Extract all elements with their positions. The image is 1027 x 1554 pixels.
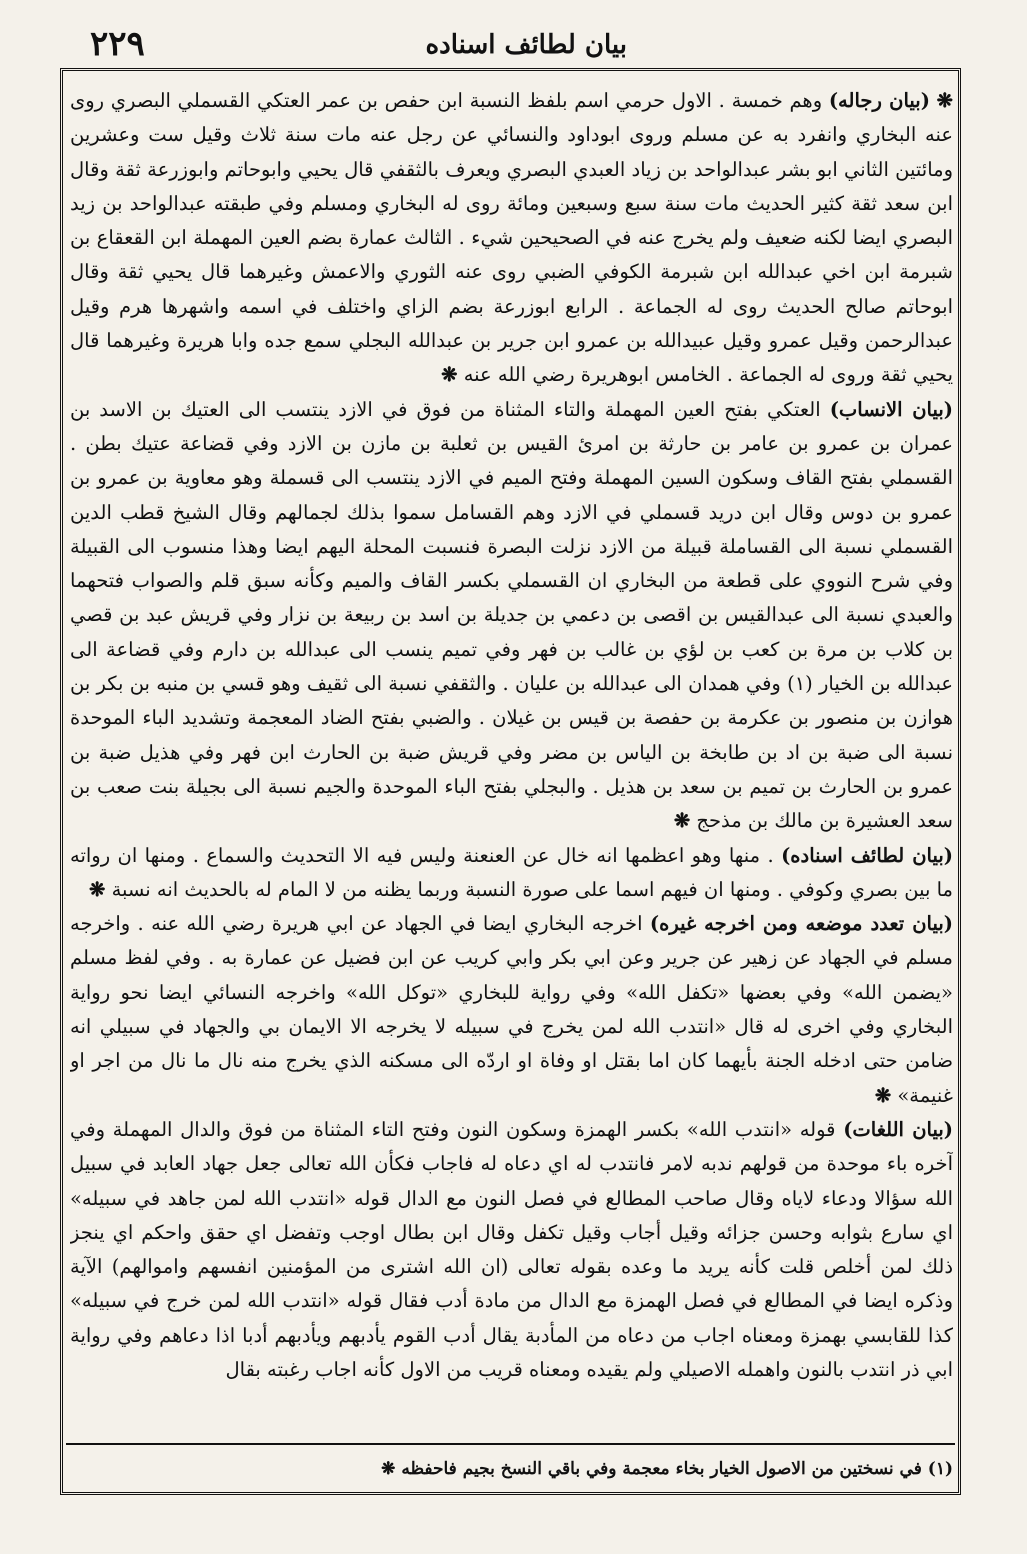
page-header: [60, 24, 967, 72]
paragraph-chain-subtleties: [70, 839, 953, 908]
footnote: [70, 1452, 953, 1488]
main-text: [70, 84, 953, 1439]
paragraph-text: . منها وهو اعظمها انه خال عن العنعنة وليس فيه الا التحديث والسماع . ومنها ان رواته ما بين بصري وكوفي . ومنها ان فيهم اسما على صورة النسبة وربما يظنه من لا المام له بالحديث انه نسبة: [70, 843, 953, 901]
footnote-text: (١) في نسختين من الاصول الخيار بخاء معجمة وفي باقي النسخ بجيم فاحفظه: [401, 1459, 953, 1479]
paragraph-text: اخرجه البخاري ايضا في الجهاد عن ابي هريرة رضي الله عنه . واخرجه مسلم في الجهاد عن زهير عن جرير وعن ابي بكر وابي كريب عن ابن فضيل عن عمارة به . وفي لفظ مسلم «يضمن الله» وفي بعضها «تكفل الله» وفي رواية للبخاري «توكل الله» واخرجه النسائي ايضا نحو رواية البخاري وفي اخرى له قال «انتدب الله لمن يخرج في سبيله لا يخرجه الا الايمان بي والجهاد في سبيلي انه ضامن حتى ادخله الجنة بأيهما كان اما بقتل او وفاة او اردّه الى مسكنه الذي يخرج منه نال ما نال من اجر او غنيمة»: [70, 912, 953, 1107]
running-title: بيان لطائف اسناده: [425, 30, 627, 60]
footnote-divider: [66, 1443, 955, 1445]
end-mark-icon: ❋: [874, 1083, 892, 1107]
paragraph-sources: [70, 907, 953, 1113]
end-mark-icon: ❋: [441, 363, 458, 387]
section-heading: (بيان الانساب): [829, 397, 953, 421]
section-heading: (بيان رجاله): [828, 89, 930, 112]
paragraph-language: [70, 1113, 953, 1387]
paragraph-text: قوله «انتدب الله» بكسر الهمزة وسكون النون وفتح التاء المثناة من فوق والدال المهملة وفي آخره باء موحدة من قولهم ندبه لامر فانتدب له اي دعاه له فاجاب فكأن الله تعالى جعل جهاد العابد في سبيل الله سؤالا ودعاء لاياه وقال صاحب المطالع في فصل النون مع الدال قوله «انتدب الله لمن جاهد في سبيله» اي سارع بثوابه وحسن جزائه وقيل أجاب وقيل تكفل وقال ابن بطال اوجب وتفضل اي حقق واحكم اي ينجز ذلك لمن أخلص قلت كأنه يريد ما وعده بقوله تعالى (ان الله اشترى من المؤمنين انفسهم واموالهم) الآية وذكره ايضا في المطالع في فصل الهمزة مع الدال من مادة أدب فقال قوله «انتدب الله لمن خرج في سبيله» كذا للقابسي بهمزة ومعناه اجاب من دعاه من المأدبة يقال أدب القوم يأدبهم ويأدبهم أدبا اذا دعاهم وفي رواية ابي ذر انتدب بالنون واهمله الاصيلي ولم يقيده ومعناه قريب من الاول كأنه اجاب رغبته بقال: [70, 1117, 953, 1381]
end-mark-icon: ❋: [381, 1459, 396, 1479]
section-heading: (بيان لطائف اسناده): [781, 843, 953, 867]
paragraph-lineages: [70, 393, 953, 839]
paragraph-text: العتكي بفتح العين المهملة والتاء المثناة من فوق في الازد ينتسب الى العتيك بن الاسد بن عمران بن عمرو بن عامر بن حارثة بن امرئ القيس بن ثعلبة بن مازن بن الازد وفي قضاعة عتيك بطن . القسملي بفتح القاف وسكون السين المهملة وفتح الميم في الازد ينتسب الى قسملة وهو معاوية بن عمرو بن عمرو بن دوس وقال ابن دريد قسملي في الازد وهم القسامل سموا بذلك لجمالهم وقال الشيخ قطب الدين القسملي نسبة الى القساملة قبيلة من الازد نزلت البصرة فنسبت المحلة اليهم ايضا وهذا منسوب الى القبيلة وفي شرح النووي على قطعة من البخاري ان القسملي بكسر القاف والميم وكأنه سبق قلم والصواب فتحهما والعبدي نسبة الى عبدالقيس بن اقصى بن دعمي بن جديلة بن اسد بن ربيعة بن نزار وفي قريش عبد بن قصي بن كلاب بن مرة بن كعب بن لؤي بن غالب بن فهر وفي تميم ينسب الى عبدالله بن دارم وفي قضاعة الى عبدالله بن الخيار (١) وفي همدان الى عبدالله بن عليان . والثقفي نسبة الى ثقيف وهو قسي بن منبه بن بكر بن هوازن بن منصور بن عكرمة بن حفصة بن قيس بن غيلان . والضبي بفتح الضاد المعجمة وتشديد الباء الموحدة نسبة الى ضبة بن اد بن طابخة بن الياس بن مضر وفي قريش ضبة بن الحارث ابن فهر وفي هذيل ضبة بن عمرو بن الحارث بن تميم بن سعد بن هذيل . والبجلي بفتح الباء الموحدة والجيم نسبة الى بجيلة بنت صعب بن سعد العشيرة بن مالك بن مذحج: [70, 397, 953, 833]
page-number: ٢٢٩: [90, 24, 145, 64]
star-ornament-icon: ❋: [936, 89, 953, 112]
paragraph-text: وهم خمسة . الاول حرمي اسم بلفظ النسبة ابن حفص بن عمر العتكي القسملي البصري روى عنه البخاري وانفرد به عن مسلم وروى ابوداود والنسائي عن رجل عنه مات سنة ثلاث وقيل ست وعشرين ومائتين الثاني ابو بشر عبدالواحد بن زياد العبدي البصري ويعرف بالثقفي قال يحيي وابوحاتم وابوزرعة ثقة وقال ابن سعد ثقة كثير الحديث مات سنة سبع وسبعين ومائة روى له البخاري ومسلم وفي طبقته عبدالواحد بن زيد البصري ايضا لكنه ضعيف ولم يخرج عنه في الصحيحين شيء . الثالث عمارة بضم العين المهملة ابن القعقاع بن شبرمة ابن اخي عبدالله ابن شبرمة الكوفي الضبي روى عنه الثوري والاعمش وغيرهما قال يحيي ثقة وقال ابوحاتم صالح الحديث روى له الجماعة . الرابع ابوزرعة بضم الزاي واختلف في اسمه واشهرها هرم وقيل عبدالرحمن وقيل عمرو وقيل عبيدالله بن عمرو ابن جرير بن عبدالله البجلي سمع جده وابا هريرة وغيرهما قال يحيي ثقة وروى له الجماعة . الخامس ابوهريرة رضي الله عنه: [70, 89, 953, 387]
paragraph-narrators: [70, 84, 953, 393]
section-heading: (بيان تعدد موضعه ومن اخرجه غيره): [649, 912, 953, 936]
end-mark-icon: ❋: [89, 877, 106, 901]
end-mark-icon: ❋: [673, 809, 691, 833]
section-heading: (بيان اللغات): [843, 1117, 953, 1141]
